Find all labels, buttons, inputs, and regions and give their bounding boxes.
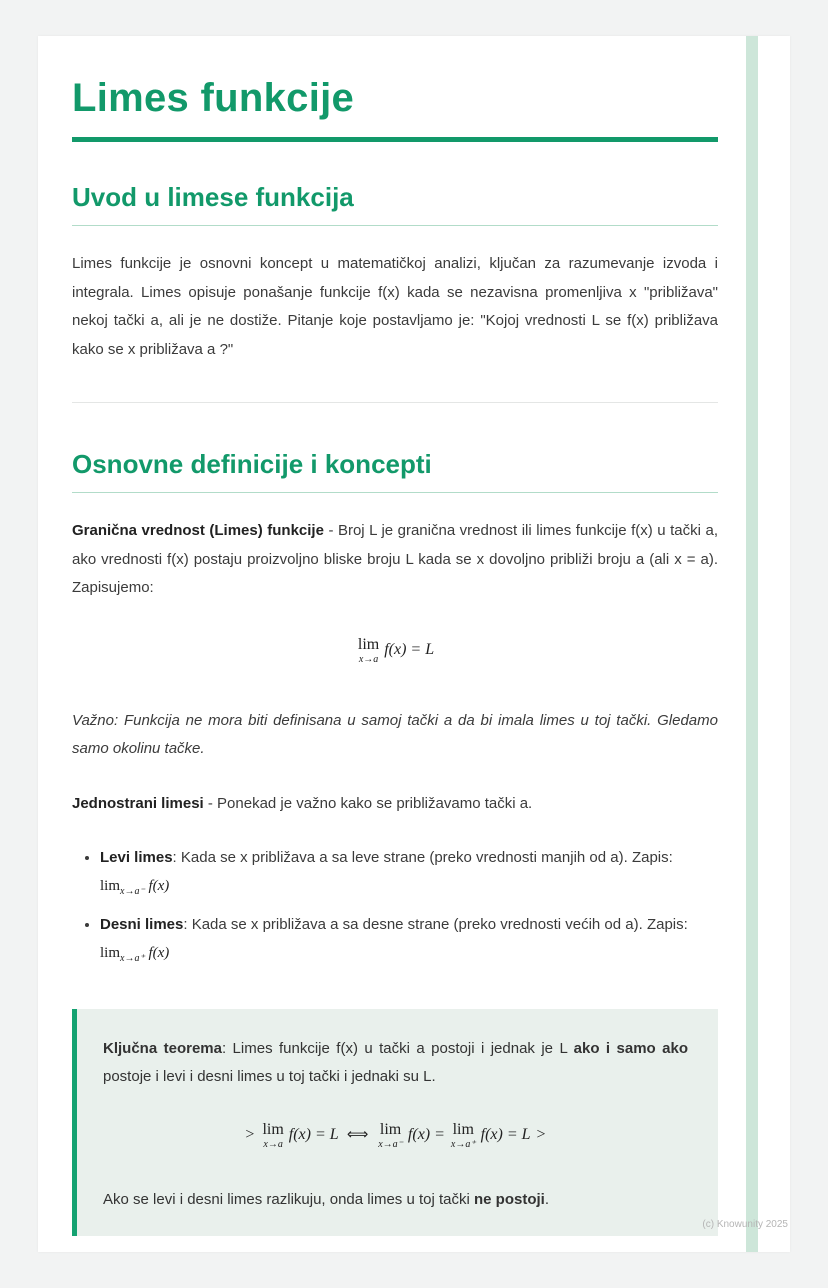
formula-expression: f(x) <box>144 945 170 961</box>
footer-text: Ako se levi i desni limes razlikuju, onda limes u toj tački <box>103 1190 474 1208</box>
formula-expression-3: f(x) = L <box>480 1126 531 1144</box>
document-page <box>38 36 790 1252</box>
watermark: (c) Knowunity 2025 <box>702 1219 788 1230</box>
formula-expression-2: f(x) = <box>407 1126 445 1144</box>
one-sided-limits-list <box>72 844 718 969</box>
right-limit-text: : Kada se x približava a sa desne strane (preko vrednosti većih od a). Zapis: <box>183 916 688 934</box>
theorem-paragraph <box>103 1035 688 1092</box>
formula-expression: f(x) = L <box>384 641 435 659</box>
section-intro <box>72 182 718 364</box>
left-limit-formula <box>100 877 170 897</box>
lim-word: lim <box>379 1120 402 1138</box>
theorem-lead: Ključna teorema <box>103 1039 222 1057</box>
lim-word: lim <box>452 1120 474 1138</box>
lim-subscript: x→a <box>358 653 379 665</box>
lim-stack <box>262 1122 283 1150</box>
section-heading-intro: Uvod u limese funkcija <box>72 182 354 212</box>
list-item-right-limit <box>100 911 718 968</box>
lim-subscript-right: x→a⁺ <box>450 1138 476 1150</box>
footer-period: . <box>544 1190 550 1208</box>
formula-close-bracket: > <box>536 1126 546 1144</box>
footer-bold: ne postoji <box>474 1190 545 1208</box>
section-rule-definitions <box>72 492 718 493</box>
section-rule-intro <box>72 225 718 226</box>
lim-word: lim <box>100 877 121 894</box>
left-limit-lead: Levi limes <box>100 849 173 866</box>
page-title: Limes funkcije <box>72 76 355 120</box>
formula-expression: f(x) <box>144 877 170 894</box>
granicna-paragraph <box>72 517 718 603</box>
lim-stack-left <box>378 1122 403 1150</box>
theorem-footer <box>103 1186 688 1215</box>
lim-stack <box>358 637 379 665</box>
title-rule <box>72 137 718 142</box>
theorem-bold-1: ako i samo ako <box>573 1039 688 1057</box>
lim-subscript: x→a <box>263 1138 283 1150</box>
lim-subscript: x→a⁺ <box>120 953 145 964</box>
granicna-rest: - Broj L je granična vrednost ili limes funkcije f(x) u tački a, ako vrednosti f(x) postaju proizvoljno bliske broju L kada se x dovoljno približi broju a (ali x = a). Zapisujemo: <box>72 522 718 596</box>
list-item-left-limit <box>100 844 718 901</box>
section-divider <box>72 402 718 403</box>
theorem-text-1: : Limes funkcije f(x) u tački a postoji i jednak je L <box>221 1039 574 1057</box>
lim-word: lim <box>262 1120 284 1138</box>
iff-arrow: ⟺ <box>346 1125 369 1144</box>
right-accent-stripe <box>746 36 758 1252</box>
lim-subscript-left: x→a⁻ <box>378 1138 403 1150</box>
jednostrani-rest: - Ponekad je važno kako se približavamo tački a. <box>203 794 533 812</box>
intro-paragraph: Limes funkcije je osnovni koncept u matematičkoj analizi, ključan za razumevanje izvoda i integrala. Limes opisuje ponašanje funkcije f(x) kada se nezavisna promenljiva x "približava" nekoj tački a, ali je ne dostiže. Pitanje koje postavljamo je: "Kojoj vrednosti L se f(x) približava kako se x približava a ?" <box>72 255 718 358</box>
lim-subscript: x→a⁻ <box>120 885 145 897</box>
granicna-lead: Granična vrednost (Limes) funkcije <box>72 522 324 539</box>
key-theorem-callout <box>72 1009 718 1237</box>
section-heading-definitions: Osnovne definicije i koncepti <box>72 449 432 479</box>
lim-word: lim <box>357 635 380 653</box>
theorem-text-2: postoje i levi i desni limes u toj tački i jednaki su L. <box>103 1068 436 1085</box>
jednostrani-paragraph <box>72 790 718 819</box>
limit-definition-formula <box>72 637 718 665</box>
right-limit-formula <box>100 945 170 964</box>
lim-word: lim <box>100 945 121 961</box>
theorem-formula <box>103 1122 688 1150</box>
jednostrani-lead: Jednostrani limesi <box>72 794 204 812</box>
lim-stack-right <box>451 1122 476 1150</box>
right-limit-lead: Desni limes <box>100 916 184 934</box>
formula-open-bracket: > <box>245 1126 255 1144</box>
left-limit-text: : Kada se x približava a sa leve strane (preko vrednosti manjih od a). Zapis: <box>172 849 673 866</box>
important-note: Važno: Funkcija ne mora biti definisana u samoj tački a da bi imala limes u toj tački. Gledamo samo okolinu tačke. <box>72 711 718 757</box>
section-definitions <box>72 449 718 1236</box>
formula-expression-1: f(x) = L <box>288 1126 339 1144</box>
